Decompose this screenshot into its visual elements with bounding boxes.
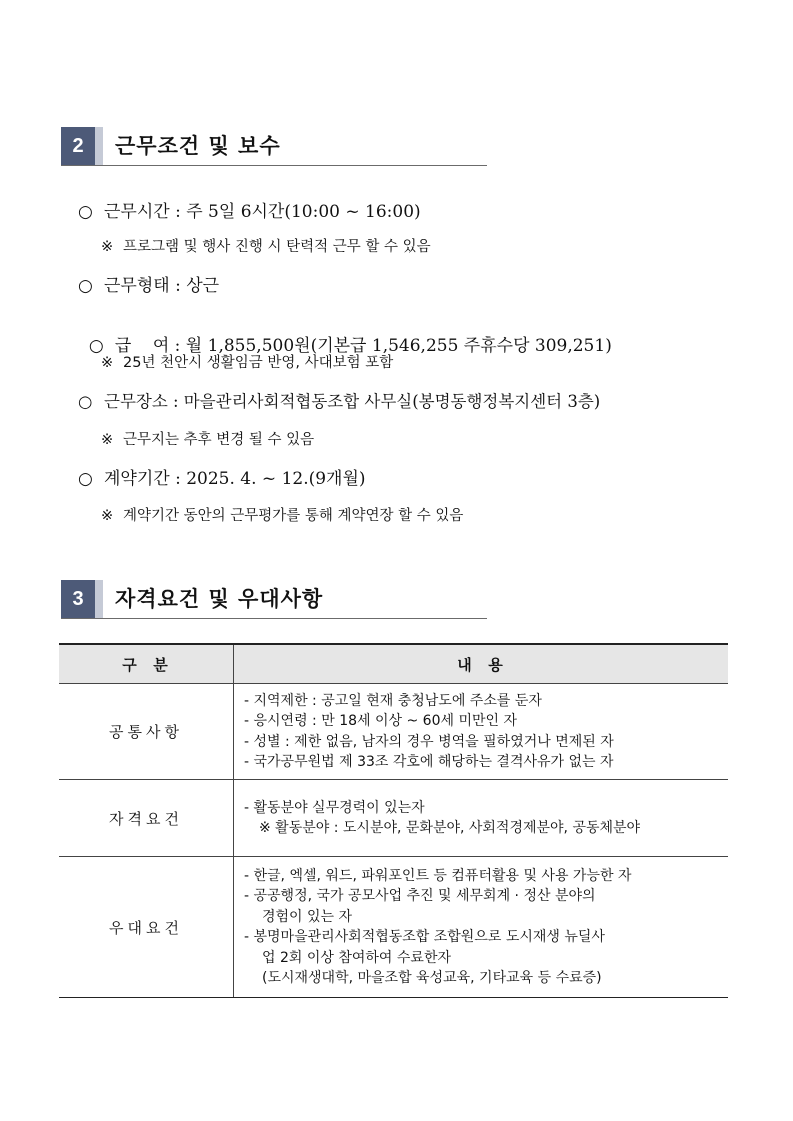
note-text: 근무지는 추후 변경 될 수 있음 [123,432,315,448]
item-text: 근무시간 : 주 5일 6시간(10:00 ~ 16:00) [104,202,421,222]
reference-mark-icon: ※ [101,239,114,255]
work-hours-item [78,197,421,222]
row-content [234,780,729,857]
content-line: - 봉명마을관리사회적협동조합 조합원으로 도시재생 뉴딜사 [244,929,605,945]
note-text: 프로그램 및 행사 진행 시 탄력적 근무 할 수 있음 [123,239,431,255]
row-category: 자격요건 [59,780,234,857]
requirements-table [59,643,728,998]
section-2-header [61,127,487,165]
content-line: 경험이 있는 자 [262,908,353,925]
table-row [59,857,728,998]
content-line: - 국가공무원법 제 33조 각호에 해당하는 결격사유가 없는 자 [244,754,614,770]
circle-bullet-icon: ○ [88,336,104,356]
contract-period-note [101,504,463,525]
work-place-note [101,428,314,449]
section-number: 3 [61,580,95,618]
content-line: (도시재생대학, 마을조합 육성교육, 기타교육 등 수료증) [262,970,602,986]
item-text: 근무형태 : 상근 [104,276,220,296]
row-content [234,857,729,998]
circle-bullet-icon: ○ [78,276,93,296]
note-text: 25년 천안시 생활임금 반영, 사대보험 포함 [123,355,394,371]
section-underline [61,618,487,619]
section-3-header [61,580,487,618]
section-underline [61,165,487,166]
reference-mark-icon: ※ [101,355,114,371]
item-text: 근무장소 : 마을관리사회적협동조합 사무실(봉명동행정복지센터 3층) [104,392,601,411]
content-line: ※ 활동분야 : 도시분야, 문화분야, 사회적경제분야, 공동체분야 [259,820,641,836]
circle-bullet-icon: ○ [78,469,93,489]
work-hours-note [101,235,431,256]
row-content [234,684,729,780]
section-number: 2 [61,127,95,165]
row-category: 우대요건 [59,857,234,998]
circle-bullet-icon: ○ [78,392,93,411]
contract-period-item [78,464,366,489]
section-title: 자격요건 및 우대사항 [115,587,324,611]
content-line: - 성별 : 제한 없음, 남자의 경우 병역을 필하였거나 면제된 자 [244,733,614,750]
work-type-item [78,271,219,296]
content-line: 업 2회 이상 참여하여 수료한자 [262,949,451,966]
note-text: 계약기간 동안의 근무평가를 통해 계약연장 할 수 있음 [123,508,464,524]
row-category: 공통사항 [59,684,234,780]
header-category: 구 분 [59,644,234,684]
reference-mark-icon: ※ [101,508,114,524]
circle-bullet-icon: ○ [78,202,93,222]
salary-item [78,311,612,356]
content-line: - 한글, 엑셀, 워드, 파워포인트 등 컴퓨터활용 및 사용 가능한 자 [244,867,632,884]
item-text: 급 여 : 월 1,855,500원(기본급 1,546,255 주휴수당 309,251) [114,336,612,356]
table-header-row [59,644,728,684]
content-line: - 응시연령 : 만 18세 이상 ~ 60세 미만인 자 [244,713,517,729]
section-number-accent [95,580,103,618]
reference-mark-icon: ※ [101,432,114,448]
content-line: - 활동분야 실무경력이 있는자 [244,799,425,816]
content-line: - 지역제한 : 공고일 현재 충청남도에 주소를 둔자 [244,692,542,709]
table-row [59,684,728,780]
table-row [59,780,728,857]
content-line: - 공공행정, 국가 공모사업 추진 및 세무회계 · 정산 분야의 [244,888,596,904]
item-text: 계약기간 : 2025. 4. ~ 12.(9개월) [104,469,366,489]
work-place-item [78,388,600,412]
salary-note [101,351,393,372]
section-title: 근무조건 및 보수 [115,134,281,158]
header-content: 내 용 [234,644,729,684]
section-number-accent [95,127,103,165]
